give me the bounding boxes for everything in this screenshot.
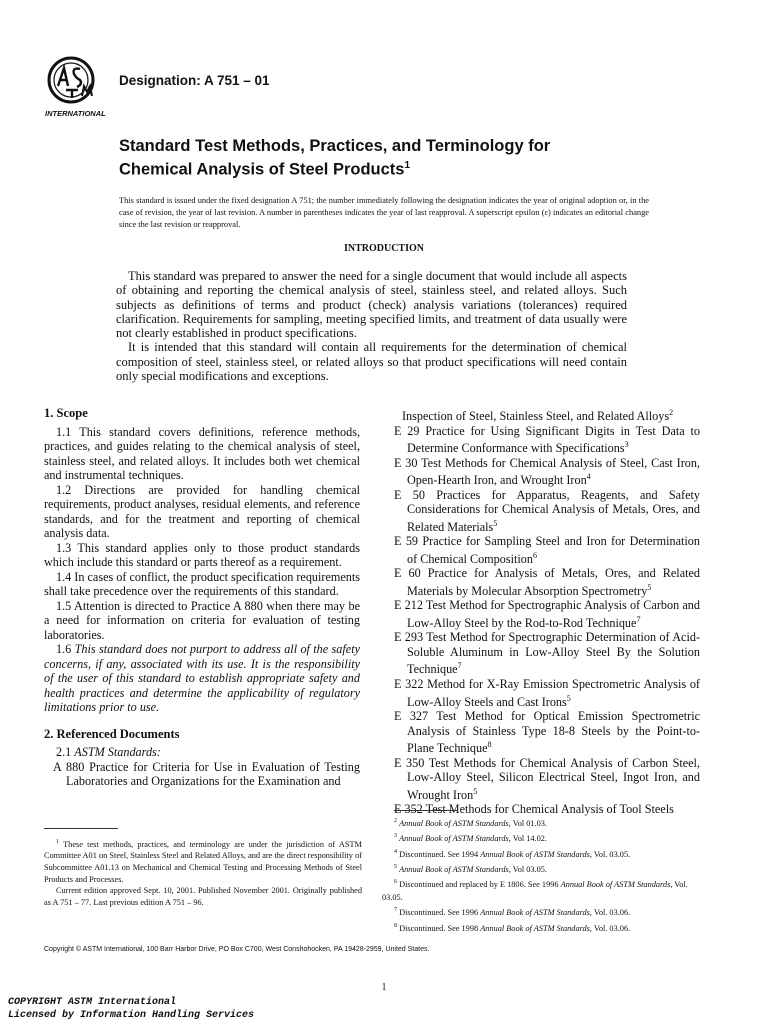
issue-note: This standard is issued under the fixed designation A 751; the number immediately following the designation indicates the year of original adoption or, in the case of revision, the year of last revision. A number in parentheses indicates the year of last reapproval. A superscript epsilon (ε) indicates an editorial change since the last revision or reapproval. (119, 196, 649, 229)
scope-1-6: 1.6 This standard does not purport to address all of the safety concerns, if any, associated with its use. It is the responsibility of the user of this standard to establish appropriate safety and health practices and determine the applicability of regulatory limitations prior to use. (44, 642, 360, 714)
scope-1-4: 1.4 In cases of conflict, the product specification requirements shall take precedence over the requirements of this standard. (44, 569, 360, 598)
reference-footnote-ref[interactable]: 4 (586, 472, 591, 482)
left-column (44, 406, 360, 789)
footnote-5: $^5$ Annual Book of ASTM Standards, Vol 03.05. (394, 864, 547, 874)
reference-footnote-ref[interactable]: 8 (487, 740, 492, 750)
reference-footnote-ref[interactable]: 5 (493, 518, 498, 528)
designation: Designation: A 751 – 01 (119, 73, 270, 88)
reference-footnote-ref[interactable]: 7 (636, 614, 641, 624)
ref-a880-continued: Inspection of Steel, Stainless Steel, and Related Alloys$^2$ (402, 408, 674, 424)
referenced-documents-heading: 2. Referenced Documents (44, 726, 180, 741)
reference-item: E 352 Test Methods for Chemical Analysis of Tool Steels (394, 802, 674, 817)
intro-paragraph-2: It is intended that this standard will contain all requirements for the determination of chemical composition of steel, stainless steel, or related alloys so that product specifications will need contain only special modifications and exceptions. (116, 340, 627, 384)
ref-a880-footnote[interactable]: 2 (669, 408, 674, 417)
footnote-4: $^4$ Discontinued. See 1994 Annual Book of ASTM Standards, Vol. 03.05. (394, 848, 631, 859)
reference-item: E 350 Test Methods for Chemical Analysis of Carbon Steel, Low-Alloy Steel, Silicon Electrical Steel, Ingot Iron, and Wrought Iron$^5$ (394, 755, 700, 802)
astm-logo (44, 56, 112, 118)
reference-item: E 293 Test Method for Spectrographic Determination of Acid-Soluble Aluminum in Low-Alloy Steel By the Solution Technique$^7$ (394, 630, 700, 677)
reference-list (394, 424, 700, 817)
footnote-rule-right (394, 810, 458, 811)
edition-note: Current edition approved Sept. 10, 2001. Published November 2001. Originally published as A 751 – 77. Last previous edition A 751 – 96. (44, 886, 362, 907)
reference-footnote-ref[interactable]: 5 (566, 693, 571, 703)
title-footnote-ref[interactable]: 1 (404, 160, 411, 171)
license-line-1: COPYRIGHT ASTM International (8, 997, 177, 1008)
footnote-3: $^3$ Annual Book of ASTM Standards, Vol 14.02. (394, 833, 547, 844)
astm-standards-subhead: 2.1 ASTM Standards: (56, 745, 161, 759)
footnotes-left (44, 837, 362, 908)
reference-item: E 59 Practice for Sampling Steel and Iron for Determination of Chemical Composition$^6$ (394, 534, 700, 566)
ref-a880: A 880 Practice for Criteria for Use in Evaluation of Testing Laboratories and Organizations for the Examination and (53, 759, 360, 788)
title-line-1: Standard Test Methods, Practices, and Terminology for (119, 137, 551, 155)
license-line-2: Licensed by Information Handling Services (8, 1010, 255, 1021)
footnote-1: $^1$ These test methods, practices, and terminology are under the jurisdiction of ASTM Committee A01 on Steel, Stainless Steel and Related Alloys, and are the direct responsibility of Subcommittee A01.13 on Mechanical and Chemical Testing and Processing Methods of Steel Products and Processes. (44, 839, 362, 884)
scope-1-3: 1.3 This standard applies only to those product standards which include this standard or parts thereof as a requirement. (44, 540, 360, 569)
footnote-6: $^6$ Discontinued and replaced by E 1806. See 1996 Annual Book of ASTM Standards, Vol. 03.05. (382, 879, 688, 902)
intro-paragraph-1: This standard was prepared to answer the need for a single document that would include all aspects of obtaining and reporting the chemical analysis of steel, stainless steel, and related alloys. Such subjects as definitions of terms and product (check) analysis variations (tolerances) required clarification. Requirements for sampling, meeting specified limits, and treatment of data usually were not clearly established in product specifications. (116, 269, 627, 341)
introduction-body (116, 269, 627, 383)
page-number: 1 (381, 982, 387, 993)
reference-footnote-ref[interactable]: 3 (624, 440, 629, 450)
reference-item: E 50 Practices for Apparatus, Reagents, and Safety Considerations for Chemical Analysis of Metals, Ores, and Related Materials$^5$ (394, 487, 700, 534)
copyright-notice: Copyright © ASTM International, 100 Barr Harbor Drive, PO Box C700, West Conshohocken, PA 19428-2959, United States. (44, 946, 430, 953)
footnote-rule-left (44, 828, 118, 829)
logo-subtext: INTERNATIONAL (45, 109, 106, 118)
scope-1-2: 1.2 Directions are provided for handling chemical requirements, product analyses, residual elements, and reference standards, and for the treatment and reporting of chemical analysis data. (44, 482, 360, 540)
astm-logo-icon (44, 56, 112, 118)
reference-item: E 29 Practice for Using Significant Digits in Test Data to Determine Conformance with Specifications$^3$ (394, 423, 700, 456)
footnote-8: $^8$ Discontinued. See 1998 Annual Book of ASTM Standards, Vol. 03.06. (394, 922, 631, 933)
reference-item: E 212 Test Method for Spectrographic Analysis of Carbon and Low-Alloy Steel by the Rod-to-Rod Technique$^7$ (394, 598, 700, 630)
footnotes-right (382, 815, 700, 935)
footnote-2: $^2$ Annual Book of ASTM Standards, Vol 01.03. (394, 818, 547, 828)
reference-footnote-ref[interactable]: 7 (457, 661, 462, 671)
scope-1-1: 1.1 This standard covers definitions, reference methods, practices, and guides relating to the chemical analysis of steel, stainless steel, and related alloys. It includes both wet chemical and instrumental techniques. (44, 424, 360, 482)
introduction-heading: INTRODUCTION (343, 243, 424, 254)
footnote-7: $^7$ Discontinued. See 1996 Annual Book of ASTM Standards, Vol. 03.06. (394, 907, 631, 918)
title-line-2: Chemical Analysis of Steel Products$^1$ (119, 160, 411, 179)
reference-item: E 327 Test Method for Optical Emission Spectrometric Analysis of Stainless Type 18-8 Steels by the Point-to-Plane Technique$^8$ (394, 709, 700, 756)
scope-heading: 1. Scope (44, 406, 88, 420)
reference-item: E 322 Method for X-Ray Emission Spectrometric Analysis of Low-Alloy Steels and Cast Irons$^5$ (394, 677, 700, 709)
scope-1-5: 1.5 Attention is directed to Practice A 880 when there may be a need for information on criteria for evaluation of testing laboratories. (44, 598, 360, 642)
reference-footnote-ref[interactable]: 6 (532, 550, 537, 560)
reference-footnote-ref[interactable]: 5 (647, 582, 652, 592)
page-title (119, 136, 679, 180)
reference-footnote-ref[interactable]: 5 (473, 786, 478, 796)
reference-item: E 60 Practice for Analysis of Metals, Ores, and Related Materials by Molecular Absorption Spectrometry$^5$ (394, 566, 700, 598)
right-column (394, 406, 700, 817)
reference-item: E 30 Test Methods for Chemical Analysis of Steel, Cast Iron, Open-Hearth Iron, and Wrought Iron$^4$ (394, 455, 700, 488)
